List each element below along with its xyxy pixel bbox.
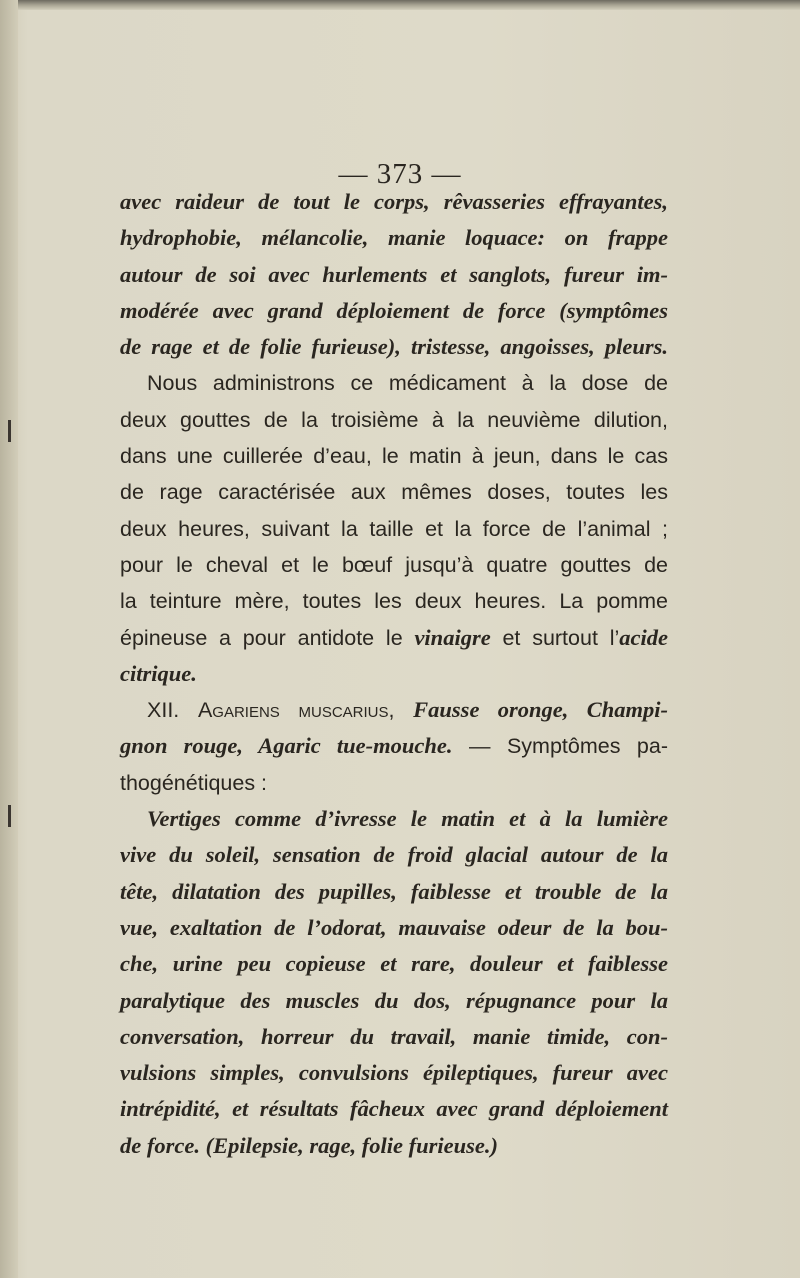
text-line [120,910,668,946]
body-text [120,184,668,1164]
text-segment: , [388,698,414,723]
text-segment: Fausse oronge, Champi- [413,697,668,723]
text-line [120,656,668,692]
text-line [120,1128,668,1164]
text-segment: acide [619,624,668,650]
text-line [120,184,668,220]
text-line [120,583,668,619]
text-line [120,293,668,329]
text-segment: de force. (Epilepsie, rage, folie furieuse.) [120,1132,499,1158]
text-segment: XII. [147,698,198,723]
text-line [120,402,668,438]
text-line [120,220,668,256]
text-line [120,692,668,728]
text-segment: autour de soi avec hurlements et sanglots, fureur im- [120,261,668,287]
page-number: — 373 — [338,158,462,190]
text-segment: vulsions simples, convulsions épileptiques, fureur avec [120,1060,668,1086]
text-line [120,801,668,837]
text-segment: la teinture mère, toutes les deux heures. La pomme [120,589,668,614]
text-segment: vinaigre [414,624,491,650]
text-line [120,1055,668,1091]
text-segment: gnon rouge, Agaric tue-mouche. [120,733,453,759]
text-line [120,728,668,764]
text-line [120,620,668,656]
text-line [120,1019,668,1055]
text-segment: deux gouttes de la troisième à la neuvième dilution, [120,407,668,432]
text-segment: thogénétiques : [120,770,268,795]
text-segment: deux heures, suivant la taille et la force de l’animal ; [120,516,668,541]
text-line [120,257,668,293]
text-line [120,329,668,365]
text-segment: vive du soleil, sensation de froid glacial autour de la [120,842,668,868]
margin-mark [8,805,11,827]
text-line [120,511,668,547]
text-line [120,837,668,873]
page-top-edge [0,0,800,10]
text-segment: pour le cheval et le bœuf jusqu’à quatre gouttes de [120,552,668,577]
text-segment: che, urine peu copieuse et rare, douleur et faiblesse [120,951,668,977]
text-line [120,547,668,583]
page-binding-edge [0,0,18,1278]
text-segment: de rage et de folie furieuse), tristesse, angoisses, pleurs. [120,334,668,360]
text-segment: Vertiges comme d’ivresse le matin et à la lumière [147,806,668,832]
text-segment: épineuse a pour antidote le [120,625,415,650]
text-segment: Nous administrons ce médicament à la dose de [147,371,668,396]
text-segment: vue, exaltation de l’odorat, mauvaise odeur de la bou- [120,914,668,940]
text-segment: — Symptômes pa- [452,734,668,759]
text-line [120,474,668,510]
text-segment: Agariens muscarius [197,698,389,723]
text-segment: modérée avec grand déploiement de force (symptômes [120,297,668,323]
text-segment: intrépidité, et résultats fâcheux avec grand déploiement [120,1096,668,1122]
text-line [120,438,668,474]
text-segment: citrique. [120,660,197,686]
text-segment: conversation, horreur du travail, manie timide, con- [120,1023,668,1049]
text-segment: paralytique des muscles du dos, répugnance pour la [120,987,668,1013]
text-line [120,765,668,801]
text-segment: avec raideur de tout le corps, rêvasseries effrayantes, [120,189,668,214]
margin-mark [8,420,11,442]
text-segment: hydrophobie, mélancolie, manie loquace: on frappe [120,225,668,251]
text-line [120,1091,668,1127]
text-segment: tête, dilatation des pupilles, faiblesse et trouble de la [120,878,668,904]
text-segment: et surtout l’ [490,625,620,650]
text-segment: de rage caractérisée aux mêmes doses, toutes les [120,480,668,505]
text-line [120,983,668,1019]
text-line [120,365,668,401]
text-line [120,874,668,910]
text-segment: dans une cuillerée d’eau, le matin à jeun, dans le cas [120,444,668,469]
text-line [120,946,668,982]
